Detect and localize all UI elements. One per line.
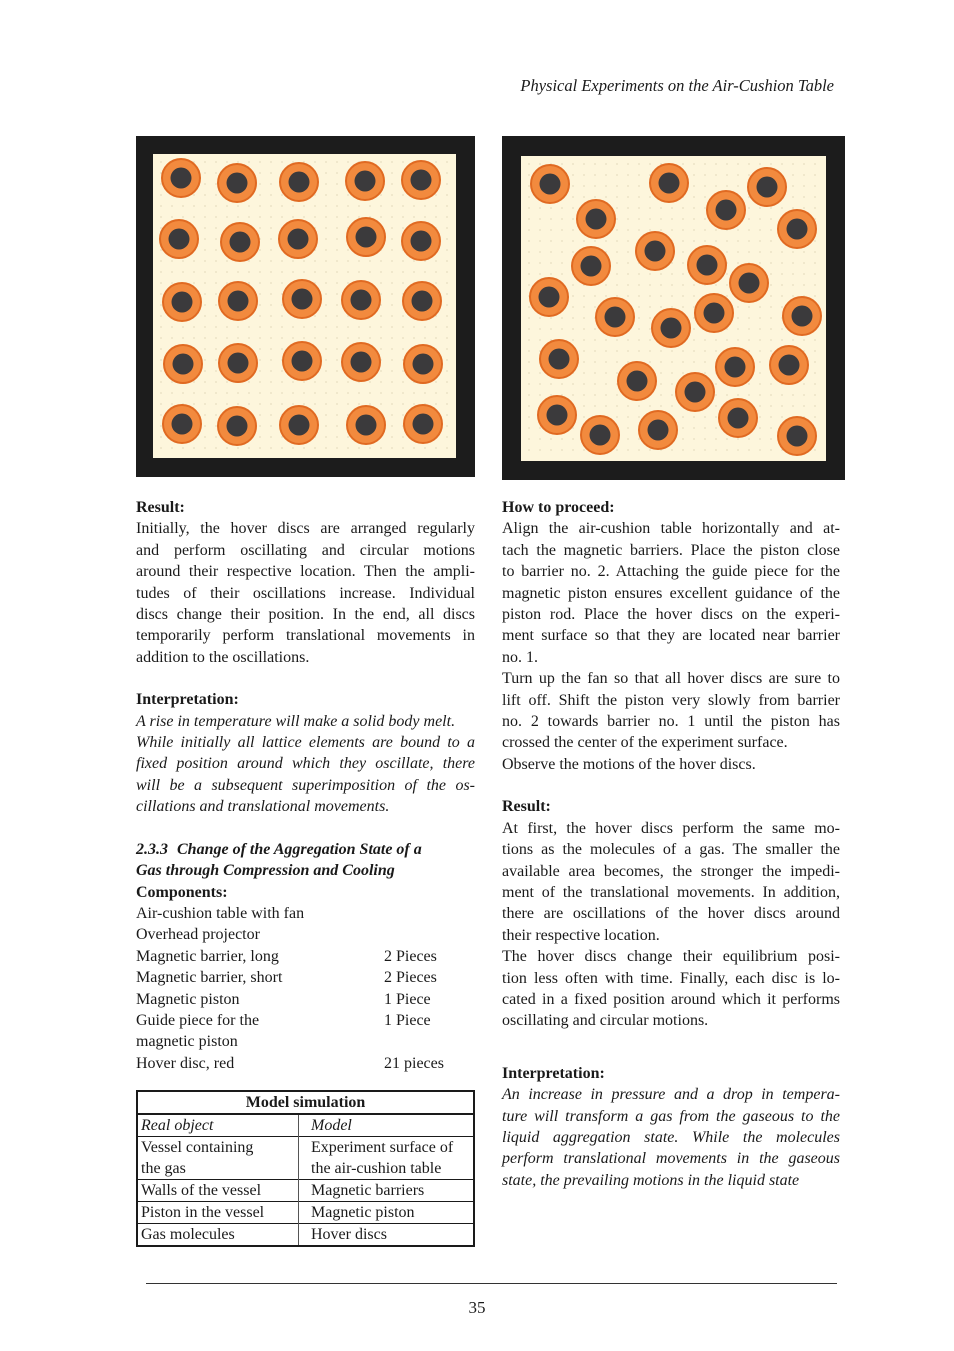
table-cell-real-object: Vessel containing [137, 1137, 299, 1159]
hover-disc [402, 222, 440, 260]
hover-disc [342, 281, 380, 319]
table-cell-model: Experiment surface of [299, 1137, 475, 1159]
hover-disc [618, 362, 656, 400]
text-line: and perform oscillating and circular motions [136, 541, 475, 559]
footer-rule [146, 1283, 837, 1284]
result-heading-right: Result: [502, 798, 551, 816]
text-line: tion less often with time. Finally, each disc is lo- [502, 969, 840, 987]
component-item [136, 1010, 475, 1031]
text-line: cillations and translational movements. [136, 798, 390, 816]
section-number: 2.3.3 [136, 840, 168, 858]
hover-disc [676, 373, 714, 411]
hover-disc [688, 246, 726, 284]
component-name: Magnetic piston [136, 990, 240, 1008]
text-line: there are oscillations of the hover discs around [502, 905, 840, 923]
table-row [137, 1180, 474, 1202]
hover-disc [730, 264, 768, 302]
table-row [137, 1158, 474, 1180]
interpretation-heading: Interpretation: [136, 691, 239, 709]
text-line: cated in a fixed position around which it performs [502, 990, 840, 1008]
table-title: Model simulation [137, 1091, 474, 1114]
hover-disc [164, 345, 202, 383]
component-item [136, 903, 475, 924]
page-number: 35 [468, 1298, 486, 1317]
components-list [136, 903, 475, 1074]
table-cell-real-object: Gas molecules [137, 1224, 299, 1247]
component-quantity: 2 Pieces [384, 947, 437, 965]
hover-disc [402, 161, 440, 199]
hover-disc [748, 168, 786, 206]
text-line: fixed position around which they oscillate, there [136, 755, 475, 773]
hover-disc [636, 232, 674, 270]
text-line: temporarily perform translational movements in [136, 627, 475, 645]
component-name: Guide piece for the [136, 1011, 260, 1029]
text-line: Initially, the hover discs are arranged regularly [136, 520, 475, 538]
text-line: their respective location. [502, 926, 660, 944]
interpretation-text-right [502, 1084, 840, 1191]
hover-disc [577, 200, 615, 238]
text-line: to barrier no. 2. Attaching the guide piece for the [502, 563, 840, 581]
hover-disc [218, 407, 256, 445]
section-title-line-1: Change of the Aggregation State of a [177, 840, 422, 858]
hover-disc [219, 344, 257, 382]
how-to-proceed-text [502, 518, 840, 775]
hover-disc [404, 405, 442, 443]
interpretation-text [136, 711, 475, 818]
text-line: ture will transform a gas from the gaseous to the [502, 1107, 840, 1125]
text-line: The hover discs change their equilibrium posi- [502, 948, 840, 966]
hover-disc [279, 220, 317, 258]
hover-disc [639, 411, 677, 449]
hover-disc [719, 399, 757, 437]
table-cell-model: Hover discs [299, 1224, 475, 1247]
hover-disc [783, 297, 821, 335]
component-name: Magnetic barrier, short [136, 969, 283, 987]
hover-disc [572, 247, 610, 285]
component-item [136, 1053, 475, 1074]
component-item [136, 989, 475, 1010]
text-line: discs change their position. In the end, all discs [136, 606, 475, 624]
component-name: magnetic piston [136, 1033, 238, 1051]
text-line: will be a subsequent superimposition of the os- [136, 776, 475, 794]
component-quantity: 21 pieces [384, 1054, 444, 1072]
table-cell-real-object: Walls of the vessel [137, 1180, 299, 1202]
table-cell-model: the air-cushion table [311, 1160, 442, 1177]
table-head-real-object: Real object [137, 1114, 299, 1137]
text-line: addition to the oscillations. [136, 648, 310, 666]
text-line: piston rod. Place the hover discs on the experi- [502, 606, 840, 624]
hover-disc [581, 416, 619, 454]
hover-disc [404, 345, 442, 383]
text-line: state, the prevailing motions in the liquid state [502, 1171, 800, 1189]
result-heading: Result: [136, 499, 185, 516]
hover-disc [770, 346, 808, 384]
text-line: perform translational movements in the gaseous [502, 1150, 840, 1168]
hover-disc [538, 396, 576, 434]
component-item [136, 946, 475, 967]
hover-disc [219, 282, 257, 320]
text-line: ment surface so that they are located near barrier [502, 627, 840, 645]
text-line: While initially all lattice elements are bound to a [136, 734, 475, 752]
result-text [136, 518, 475, 668]
component-name: Hover disc, red [136, 1054, 235, 1072]
text-line: Turn up the fan so that all hover discs are sure to [502, 670, 840, 688]
text-line: magnetic piston ensures excellent guidance of the [502, 584, 840, 602]
photo-gas-state [502, 136, 845, 480]
lattice-photo-surface [153, 154, 456, 458]
hover-disc [162, 159, 200, 197]
hover-disc [778, 210, 816, 248]
hover-disc [652, 309, 690, 347]
running-head: Physical Experiments on the Air-Cushion Table [520, 76, 834, 95]
table-row [137, 1137, 474, 1159]
text-line: liquid aggregation state. While the molecules [502, 1128, 840, 1146]
table-cell-real-object: Piston in the vessel [137, 1202, 299, 1224]
components-heading: Components: [136, 883, 228, 901]
hover-disc [347, 406, 385, 444]
hover-disc [280, 163, 318, 201]
hover-disc [163, 405, 201, 443]
text-line: ment of the translational movements. In addition, [502, 883, 840, 901]
right-column [502, 497, 840, 1191]
component-name: Air-cushion table with fan [136, 904, 305, 922]
text-line: crossed the center of the experiment surface. [502, 734, 788, 752]
section-title-line-2: Gas through Compression and Cooling [136, 862, 395, 880]
text-line: oscillating and circular motions. [502, 1012, 709, 1030]
text-line: tudes of their oscillations increase. Individual [136, 584, 475, 602]
table-cell-model: Magnetic barriers [299, 1180, 475, 1202]
hover-disc [531, 165, 569, 203]
result-text-right [502, 818, 840, 1032]
hover-disc [221, 223, 259, 261]
hover-disc [346, 162, 384, 200]
text-line: A rise in temperature will make a solid body melt. [136, 712, 456, 730]
table-cell-model: Magnetic piston [299, 1202, 475, 1224]
text-line: lift off. Shift the piston very slowly from barrier [502, 691, 840, 709]
table-cell-real-object: the gas [137, 1158, 299, 1180]
text-line: tach the magnetic barriers. Place the piston close [502, 541, 840, 559]
table-row [137, 1202, 474, 1224]
component-item [136, 1031, 475, 1052]
section-title [136, 839, 475, 860]
text-line: Observe the motions of the hover discs. [502, 755, 756, 773]
how-to-proceed-heading: How to proceed: [502, 499, 615, 516]
gas-photo-surface [521, 156, 826, 461]
text-line: no. 2 towards barrier no. 1 until the piston has [502, 713, 840, 731]
hover-disc [716, 348, 754, 386]
text-line: Align the air-cushion table horizontally and at- [502, 520, 840, 538]
photo-solid-lattice [136, 136, 475, 477]
hover-disc [650, 164, 688, 202]
model-simulation-table [136, 1090, 475, 1247]
interpretation-heading-right: Interpretation: [502, 1064, 605, 1082]
component-name: Overhead projector [136, 926, 260, 944]
text-line: At first, the hover discs perform the same mo- [502, 819, 840, 837]
component-quantity: 1 Piece [384, 990, 431, 1008]
hover-disc [163, 283, 201, 321]
hover-disc [596, 298, 634, 336]
component-quantity: 1 Piece [384, 1011, 431, 1029]
left-column [136, 497, 475, 1074]
hover-disc [347, 218, 385, 256]
hover-disc [403, 282, 441, 320]
component-name: Magnetic barrier, long [136, 947, 279, 965]
hover-disc [778, 417, 816, 455]
hover-disc [218, 164, 256, 202]
hover-disc [530, 278, 568, 316]
hover-disc [283, 342, 321, 380]
component-quantity: 2 Pieces [384, 969, 437, 987]
text-line: around their respective location. Then the ampli- [136, 563, 475, 581]
table-head-model: Model [299, 1114, 475, 1137]
text-line: tions as the molecules of a gas. The smaller the [502, 841, 840, 859]
hover-disc [280, 406, 318, 444]
text-line: An increase in pressure and a drop in tempera- [502, 1086, 840, 1104]
text-line: available area becomes, the stronger the impedi- [502, 862, 840, 880]
text-line: no. 1. [502, 648, 538, 666]
hover-disc [283, 280, 321, 318]
table-row [137, 1224, 474, 1247]
component-item [136, 967, 475, 988]
hover-disc [695, 294, 733, 332]
hover-disc [342, 343, 380, 381]
hover-disc [707, 191, 745, 229]
hover-disc [540, 340, 578, 378]
hover-disc [160, 220, 198, 258]
component-item [136, 924, 475, 945]
